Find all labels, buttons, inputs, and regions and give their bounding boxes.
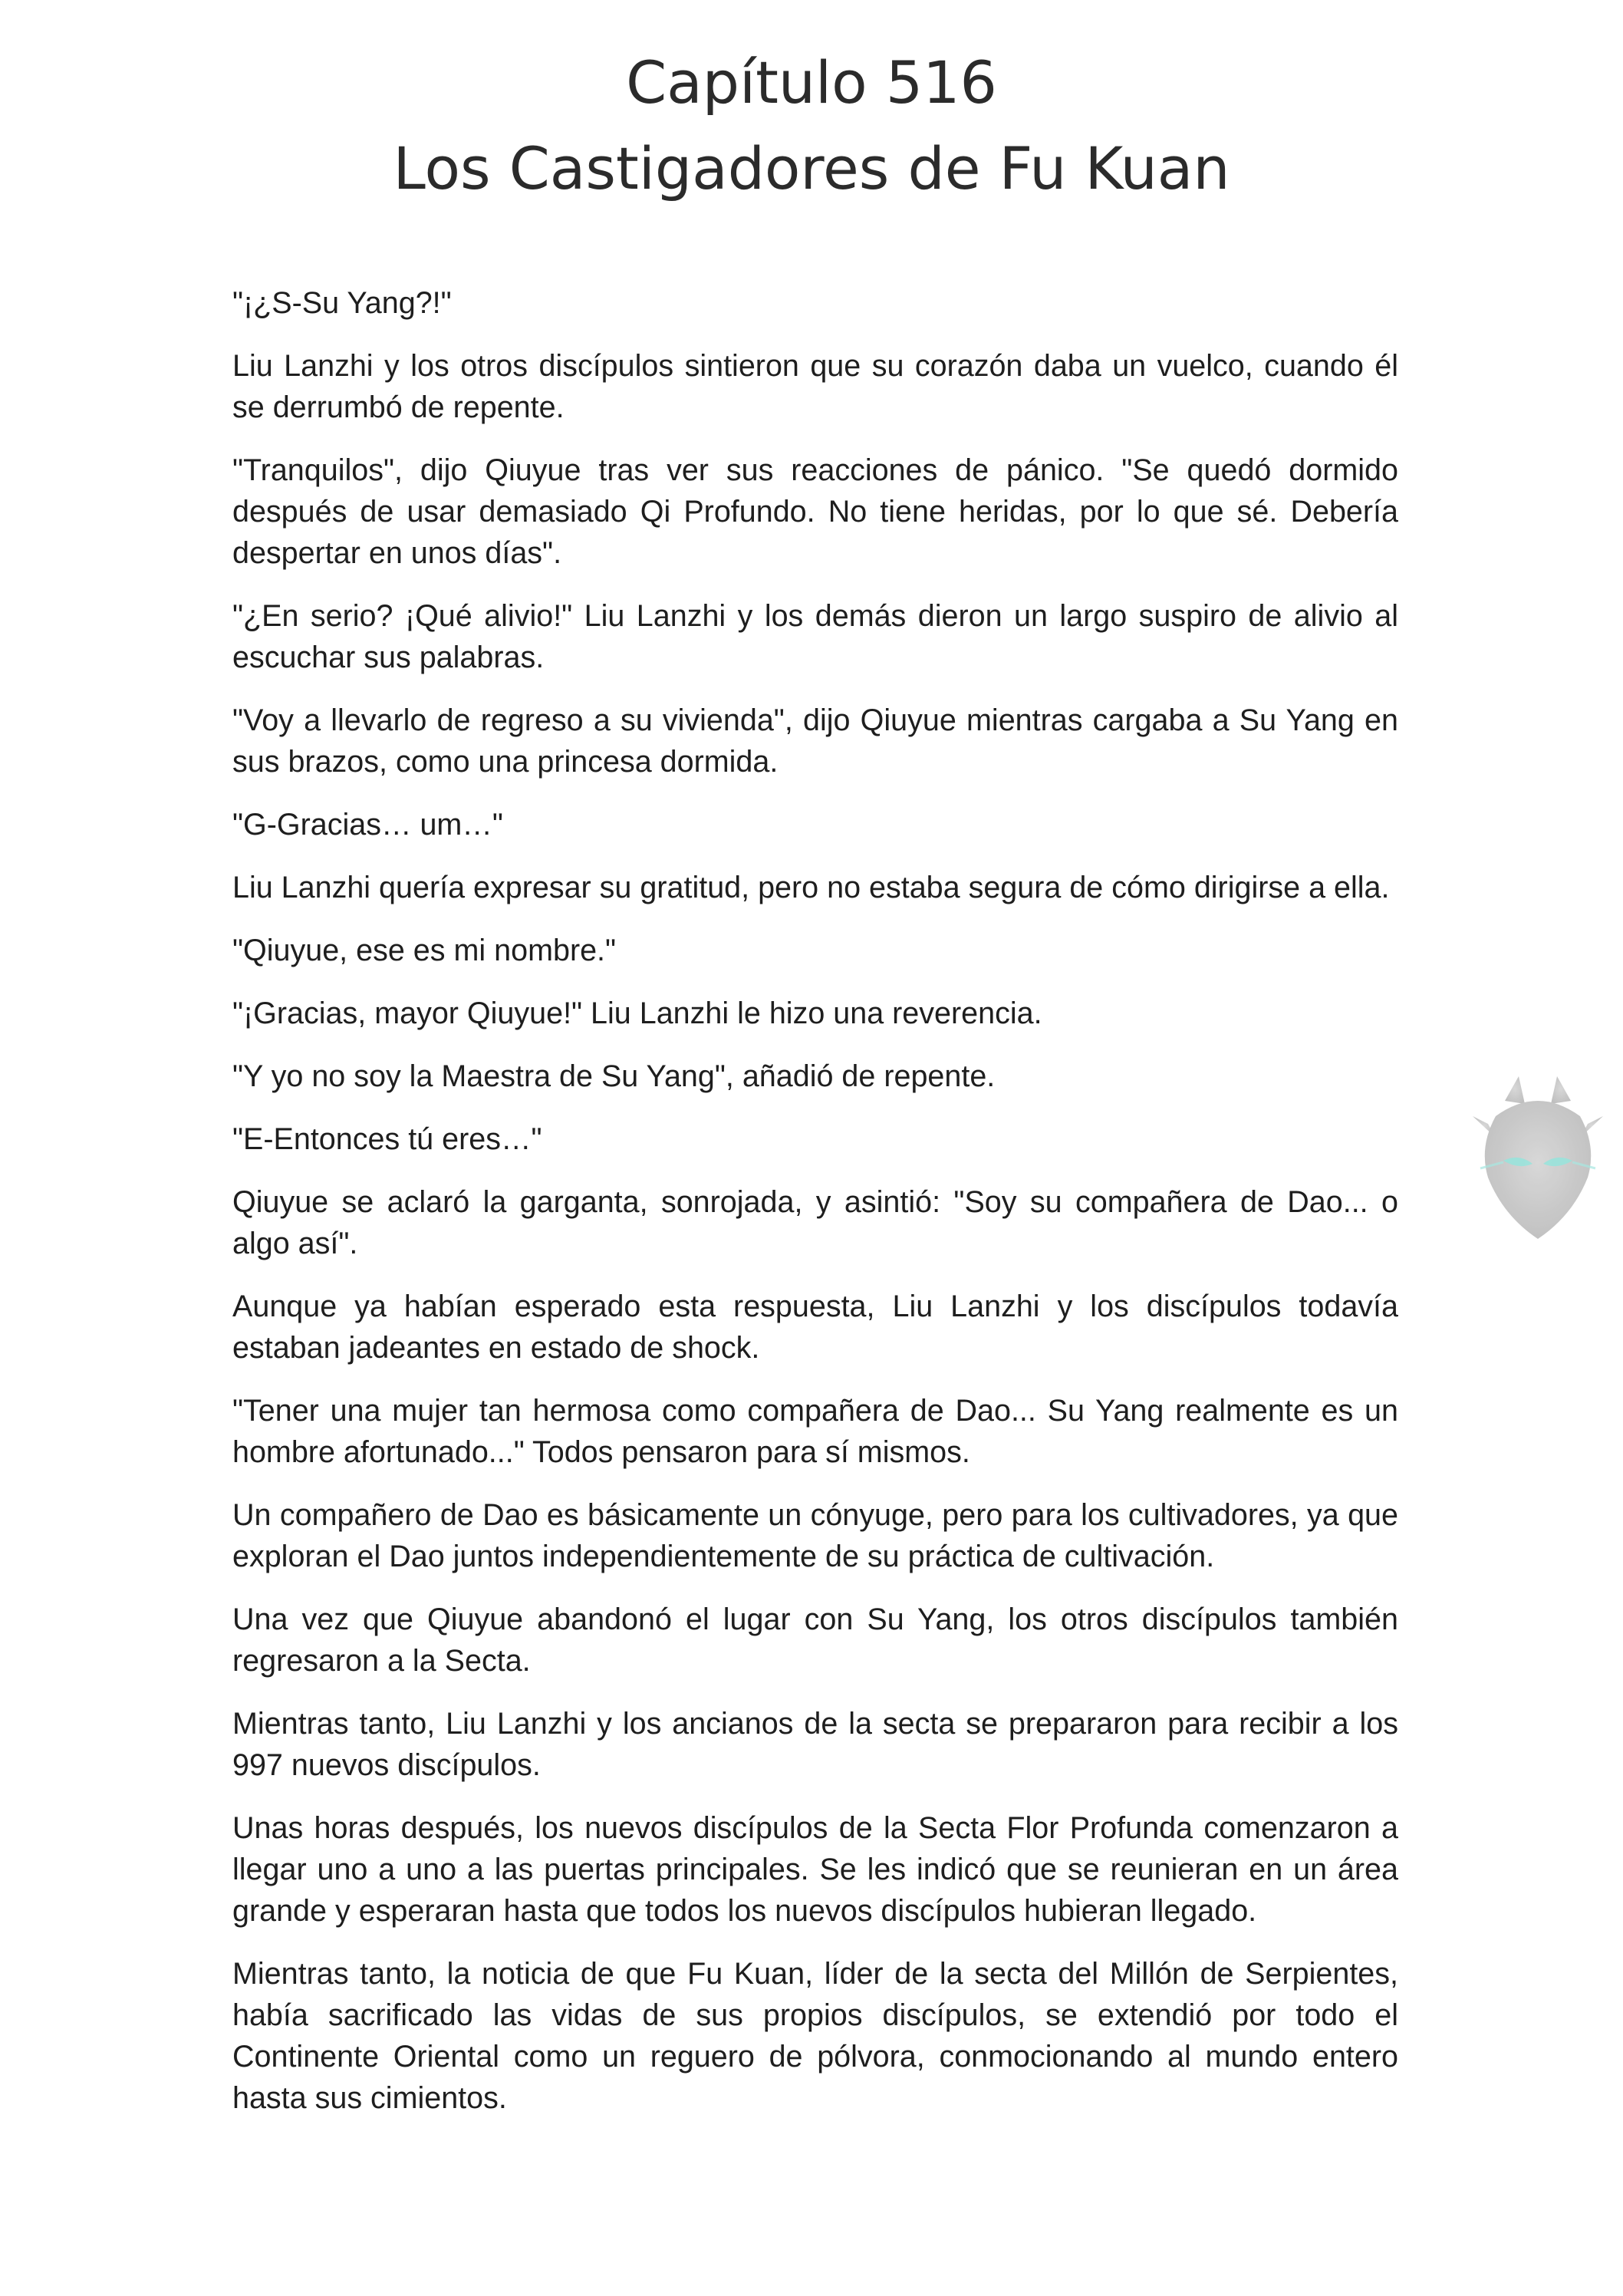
paragraph: Mientras tanto, la noticia de que Fu Kuan, líder de la secta del Millón de Serpientes, había sacrificado las vidas de sus propios discípulos, se extendió por todo el Continente Oriental como un reguero de pólvora, conmocionando al mundo entero hasta sus cimientos. <box>232 1957 1398 2115</box>
paragraph: Una vez que Qiuyue abandonó el lugar con Su Yang, los otros discípulos también regresaron a la Secta. <box>232 1603 1398 1678</box>
paragraph: Un compañero de Dao es básicamente un cónyuge, pero para los cultivadores, ya que exploran el Dao juntos independientemente de su práctica de cultivación. <box>232 1498 1398 1573</box>
paragraph: Liu Lanzhi quería expresar su gratitud, pero no estaba segura de cómo dirigirse a ella. <box>232 871 1390 904</box>
chapter-heading <box>0 40 1623 212</box>
demon-head-logo-icon <box>1465 1070 1611 1247</box>
paragraph: "Qiuyue, ese es mi nombre." <box>232 934 617 967</box>
paragraph: "Tranquilos", dijo Qiuyue tras ver sus reacciones de pánico. "Se quedó dormido después de usar demasiado Qi Profundo. No tiene heridas, por lo que sé. Debería despertar en unos días". <box>232 453 1398 570</box>
paragraph: Mientras tanto, Liu Lanzhi y los ancianos de la secta se prepararon para recibir a los 997 nuevos discípulos. <box>232 1707 1398 1782</box>
paragraph: "G-Gracias… um…" <box>232 808 503 842</box>
chapter-number-title: Capítulo 516 <box>626 48 997 117</box>
paragraph: "Voy a llevarlo de regreso a su vivienda", dijo Qiuyue mientras cargaba a Su Yang en sus brazos, como una princesa dormida. <box>232 703 1398 779</box>
paragraph: "E-Entonces tú eres…" <box>232 1122 542 1156</box>
paragraph: "Y yo no soy la Maestra de Su Yang", añadió de repente. <box>232 1059 996 1093</box>
paragraph: Unas horas después, los nuevos discípulos de la Secta Flor Profunda comenzaron a llegar uno a uno a las puertas principales. Se les indicó que se reunieran en un área grande y esperaran hasta que todos los nuevos discípulos hubieran llegado. <box>232 1811 1398 1928</box>
paragraph: "Tener una mujer tan hermosa como compañera de Dao... Su Yang realmente es un hombre afortunado..." Todos pensaron para sí mismos. <box>232 1394 1398 1469</box>
paragraph: Qiuyue se aclaró la garganta, sonrojada, y asintió: "Soy su compañera de Dao... o algo así". <box>232 1185 1398 1260</box>
paragraph: Liu Lanzhi y los otros discípulos sintieron que su corazón daba un vuelco, cuando él se derrumbó de repente. <box>232 349 1398 424</box>
demon-head-logo-svg <box>1465 1070 1611 1247</box>
paragraph: "¿En serio? ¡Qué alivio!" Liu Lanzhi y los demás dieron un largo suspiro de alivio al escuchar sus palabras. <box>232 599 1398 674</box>
paragraph: "¡Gracias, mayor Qiuyue!" Liu Lanzhi le hizo una reverencia. <box>232 996 1042 1030</box>
paragraph: Aunque ya habían esperado esta respuesta, Liu Lanzhi y los discípulos todavía estaban jadeantes en estado de shock. <box>232 1290 1398 1365</box>
chapter-name-title: Los Castigadores de Fu Kuan <box>393 134 1230 203</box>
chapter-body <box>232 282 1398 2140</box>
paragraph: "¡¿S-Su Yang?!" <box>232 286 452 320</box>
